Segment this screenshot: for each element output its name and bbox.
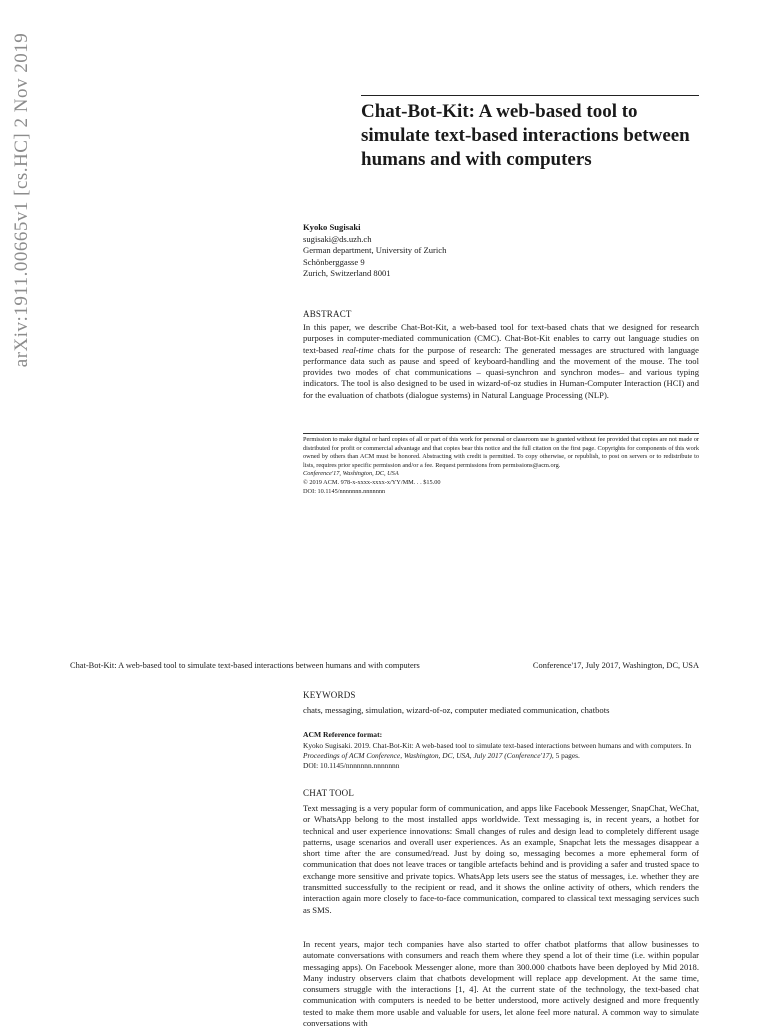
running-header-left: Chat-Bot-Kit: A web-based tool to simulate text-based interactions between humans and with computers [70,661,420,670]
running-header-right: Conference'17, July 2017, Washington, DC, USA [532,661,699,670]
author-city: Zurich, Switzerland 8001 [303,268,391,278]
permission-block [303,436,699,496]
permission-copyright: © 2019 ACM. 978-x-xxxx-xxxx-x/YY/MM. . . $15.00 [303,478,441,486]
paper-title: Chat-Bot-Kit: A web-based tool to simulate text-based interactions between humans and with computers [361,101,690,170]
permission-text: Permission to make digital or hard copies of all or part of this work for personal or classroom use is granted without fee provided that copies are not made or distributed for profit or commercial advantage and that copies bear this notice and the full citation on the first page. Copyrights for components of this work owned by others than ACM must be honored. Abstracting with credit is permitted. To copy otherwise, or republish, to post on servers or to redistribute to lists, requires prior specific permission and/or a fee. Request permissions from permissions@acm.org. [303,436,699,469]
abstract-text-part2: chats for the purpose of research: The generated messages are structured with language performance data such as pause and speed of keyboard-handling and the movement of the mouse. The tool provides two modes of chat communications – quasi-synchron and synchron modes– and various typing indicators. The tool is also designed to be used in wizard-of-oz studies in Human-Computer Interaction (HCI) and for the evaluation of chatbots (dialogue systems) in Natural Language Processing (NLP). [303,344,699,400]
acm-reference-heading: ACM Reference format: [303,730,383,739]
author-name: Kyoko Sugisaki [303,222,361,232]
abstract-text [303,322,699,401]
permission-doi: DOI: 10.1145/nnnnnnn.nnnnnnn [303,487,386,495]
acm-reference-part1: Kyoko Sugisaki. 2019. Chat-Bot-Kit: A web-based tool to simulate text-based interactions between humans and with computers. In [303,741,692,750]
author-block [303,222,699,280]
keywords-text: chats, messaging, simulation, wizard-of-oz, computer mediated communication, chatbots [303,705,610,715]
permission-conference: Conference'17, Washington, DC, USA [303,470,399,478]
acm-reference-italic: Proceedings of ACM Conference, Washington, DC, USA, July 2017 (Conference'17), [303,751,554,760]
acm-reference-block [303,741,699,771]
permission-rule [303,433,699,434]
abstract-heading: ABSTRACT [303,309,352,319]
author-email: sugisaki@ds.uzh.ch [303,233,372,244]
acm-reference-text [303,741,699,761]
abstract-text-part1: In this paper, we describe Chat-Bot-Kit, a web-based tool for text-based chats that we designed for research purposes in computer-mediated communication (CMC). Chat-Bot-Kit enables to carry out language studies on text-based [303,322,699,355]
chat-tool-heading: CHAT TOOL [303,788,355,798]
arxiv-stamp [6,30,38,370]
author-department: German department, University of Zurich [303,245,447,255]
abstract-italic: real-time [342,344,374,355]
chat-tool-paragraph-1: Text messaging is a very popular form of communication, and apps like Facebook Messenger, SnapChat, WeChat, or WhatsApp belong to the most installed apps worldwide. Text messaging is, in recent years, a hotbet for technical and user experience innovations: Small changes of rules and design lead to completely different usage patterns, usage scenarios and overall user experiences. As an example, Snapchat lets the messages disappear a short time after the are consumed/read. Just by doing so, messaging becomes a more ephemeral form of communication that does not leave traces or tangible artefacts behind and is providing a safer and trusted space to exchange more sensitive and private topics. WhatsApp lets users see the status of messages, i.e. whether they are transmitted successfully to the recipient or read, and it shows the online activity of others, which renders the interaction again more closely to face-to-face communication, compared to classical text messaging services such as SMS. [303,803,699,915]
arxiv-stamp-text: arXiv:1911.00665v1 [cs.HC] 2 Nov 2019 [11,32,32,368]
acm-reference-part2: 5 pages. [553,751,580,760]
acm-reference-doi: DOI: 10.1145/nnnnnnn.nnnnnnn [303,761,400,770]
chat-tool-paragraph-2: In recent years, major tech companies have also started to offer chatbot platforms that allow businesses to automate conversations with consumers and reach them where they spend a lot of their time (i.e. within popular messaging apps). On Facebook Messenger alone, more than 300.000 chatbots have been deployed by Mid 2018. Many industry observers claim that chatbots development will replace app development. At the same time, consumers struggle with the interactions [1, 4]. At the current state of the technology, the text-based chat communication with computers is needed to be better understood, more actively designed and more frequently tested to make them more usable and valuable for users, let alone feel more natural. A common way to simulate conversations with [303,939,699,1029]
keywords-heading: KEYWORDS [303,690,356,700]
author-street: Schönberggasse 9 [303,256,365,267]
title-rule [361,95,699,96]
